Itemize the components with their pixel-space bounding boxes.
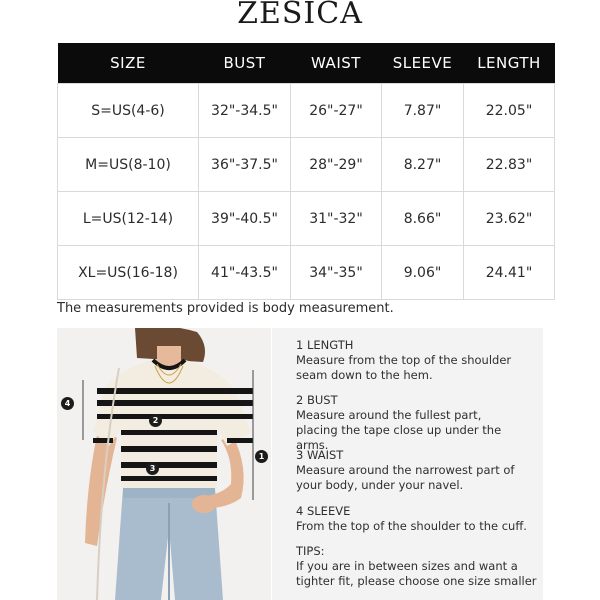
sleeve-cell: 9.06" xyxy=(382,246,464,300)
guide-length xyxy=(296,338,514,383)
header-size: SIZE xyxy=(58,43,199,84)
guide-desc: Measure around the fullest part, placing the tape close up under the arms. xyxy=(296,408,502,452)
marker-sleeve: 4 xyxy=(61,397,74,410)
guide-desc: Measure around the narrowest part of your body, under your navel. xyxy=(296,463,515,492)
waist-cell: 31"-32" xyxy=(291,192,382,246)
model-illustration xyxy=(57,328,271,600)
waist-cell: 26"-27" xyxy=(291,84,382,138)
size-chart-table xyxy=(57,43,555,300)
size-cell: S=US(4-6) xyxy=(58,84,199,138)
header-sleeve: SLEEVE xyxy=(382,43,464,84)
guide-desc: Measure from the top of the shoulder seam down to the hem. xyxy=(296,353,512,382)
tips-desc: If you are in between sizes and want a tighter fit, please choose one size smaller xyxy=(296,559,537,588)
sleeve-cell: 7.87" xyxy=(382,84,464,138)
table-header-row xyxy=(58,43,555,84)
length-cell: 22.83" xyxy=(464,138,555,192)
sleeve-cell: 8.66" xyxy=(382,192,464,246)
size-cell: M=US(8-10) xyxy=(58,138,199,192)
table-row xyxy=(58,84,555,138)
bust-cell: 41"-43.5" xyxy=(199,246,291,300)
model-photo xyxy=(57,328,271,600)
guide-title: 1 LENGTH xyxy=(296,338,354,352)
table-row xyxy=(58,246,555,300)
measurement-note: The measurements provided is body measurement. xyxy=(57,301,394,316)
measure-guide-panel xyxy=(272,328,543,600)
length-cell: 22.05" xyxy=(464,84,555,138)
brand-logo: ZESICA xyxy=(237,0,363,31)
header-waist: WAIST xyxy=(291,43,382,84)
guide-bust xyxy=(296,393,526,453)
size-cell: XL=US(16-18) xyxy=(58,246,199,300)
sleeve-cell: 8.27" xyxy=(382,138,464,192)
guide-title: 4 SLEEVE xyxy=(296,504,351,518)
header-bust: BUST xyxy=(199,43,291,84)
guide-title: 2 BUST xyxy=(296,393,338,407)
size-cell: L=US(12-14) xyxy=(58,192,199,246)
table-row xyxy=(58,138,555,192)
bust-cell: 36"-37.5" xyxy=(199,138,291,192)
waist-cell: 28"-29" xyxy=(291,138,382,192)
tips-title: TIPS: xyxy=(296,544,325,558)
bust-cell: 32"-34.5" xyxy=(199,84,291,138)
guide-waist xyxy=(296,448,518,493)
bust-cell: 39"-40.5" xyxy=(199,192,291,246)
guide-sleeve xyxy=(296,504,536,534)
guide-title: 3 WAIST xyxy=(296,448,344,462)
marker-length: 1 xyxy=(255,450,268,463)
guide-desc: From the top of the shoulder to the cuff. xyxy=(296,519,527,533)
table-row xyxy=(58,192,555,246)
waist-cell: 34"-35" xyxy=(291,246,382,300)
tips xyxy=(296,544,542,589)
marker-bust: 2 xyxy=(149,414,162,427)
marker-waist: 3 xyxy=(146,462,159,475)
length-cell: 23.62" xyxy=(464,192,555,246)
header-length: LENGTH xyxy=(464,43,555,84)
length-cell: 24.41" xyxy=(464,246,555,300)
